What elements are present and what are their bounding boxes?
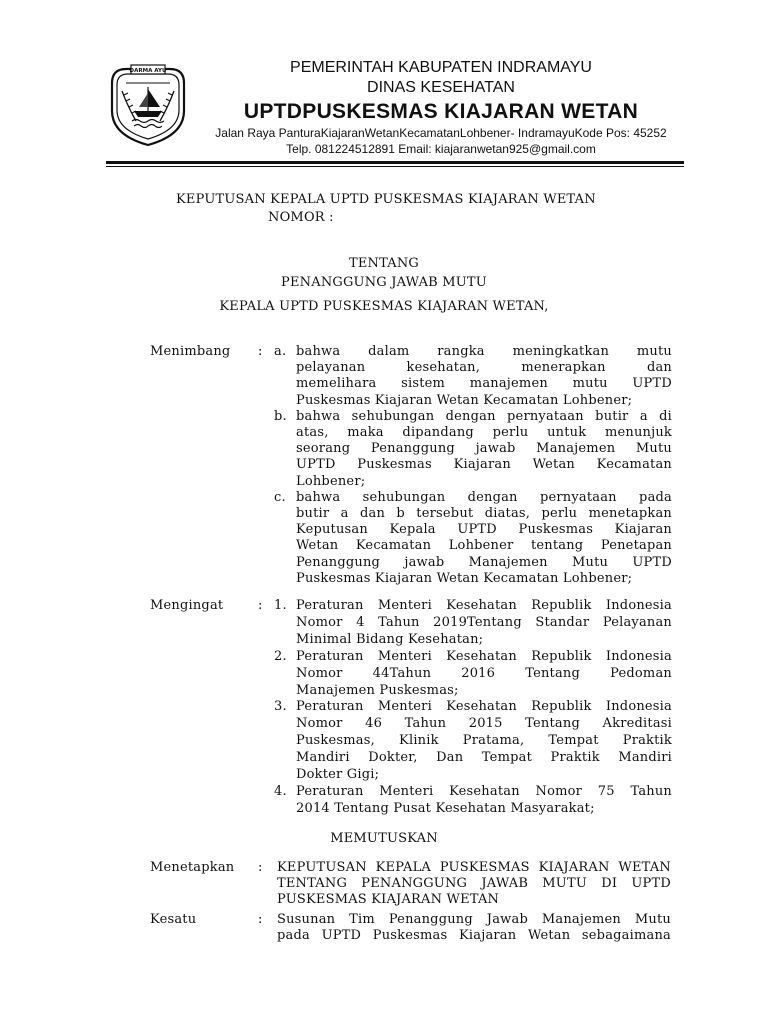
memutuskan-heading: MEMUTUSKAN (330, 831, 438, 846)
menimbang-item-line: butir a dan b tersebut diatas, perlu menetapkan (296, 506, 672, 521)
menimbang-colon: : (258, 344, 263, 359)
menetapkan-text (277, 860, 671, 908)
menimbang-item-line: Wetan Kecamatan Lohbener tentang Penetapan (296, 538, 672, 554)
mengingat-item-line: Manajemen Puskesmas; (296, 682, 459, 698)
mengingat-item-marker: 1. (274, 598, 287, 613)
menetapkan-colon: : (258, 860, 263, 875)
kesatu-text (277, 912, 671, 944)
letterhead-government: PEMERINTAH KABUPATEN INDRAMAYU (290, 59, 592, 76)
decree-tentang: TENTANG (348, 256, 420, 271)
mengingat-item-line: Peraturan Menteri Kesehatan Nomor 75 Tahun (296, 783, 672, 799)
kesatu-line: Susunan Tim Penanggung Jawab Manajemen Mutu (277, 912, 671, 927)
menetapkan-label: Menetapkan (150, 860, 235, 875)
mengingat-item-marker: 4. (274, 783, 287, 799)
mengingat-item-line: Nomor 4 Tahun 2019Tentang Standar Pelayanan (296, 614, 672, 630)
svg-text:DARMA AYU: DARMA AYU (129, 68, 167, 74)
mengingat-item-line: Peraturan Menteri Kesehatan Republik Indonesia (296, 699, 672, 715)
kesatu-label: Kesatu (150, 912, 197, 927)
mengingat-item-line: Minimal Bidang Kesehatan; (296, 631, 484, 647)
letterhead-department: DINAS KESEHATAN (367, 79, 515, 96)
decree-authority: KEPALA UPTD PUSKESMAS KIAJARAN WETAN, (219, 299, 549, 314)
decree-subject: PENANGGUNG JAWAB MUTU (281, 275, 487, 290)
menimbang-item-line: Keputusan Kepala UPTD Puskesmas Kiajaran (296, 522, 672, 538)
mengingat-item-line: 2014 Tentang Pusat Kesehatan Masyarakat; (296, 800, 595, 816)
letterhead-divider-thick (106, 161, 684, 164)
mengingat-item-line: Nomor 44Tahun 2016 Tentang Pedoman (296, 665, 672, 681)
menimbang-item-line: atas, maka dipandang perlu untuk menunjuk (296, 425, 672, 440)
menimbang-label: Menimbang (150, 344, 231, 359)
kesatu-colon: : (258, 912, 263, 927)
menimbang-item-line: Puskesmas Kiajaran Wetan Kecamatan Lohbener; (296, 570, 633, 586)
letterhead-institution: UPTDPUSKESMAS KIAJARAN WETAN (243, 100, 639, 123)
mengingat-item-line: Mandiri Dokter, Dan Tempat Praktik Mandiri (296, 750, 672, 766)
menimbang-item-marker: c. (274, 489, 286, 505)
menimbang-item-line: UPTD Puskesmas Kiajaran Wetan Kecamatan (296, 457, 672, 473)
menetapkan-line: TENTANG PENANGGUNG JAWAB MUTU DI UPTD (277, 876, 671, 891)
menimbang-item-line: Lohbener; (296, 473, 366, 489)
menimbang-item-line: Penanggung jawab Manajemen Mutu UPTD (296, 554, 672, 570)
mengingat-item-line: Dokter Gigi; (296, 767, 380, 782)
mengingat-item-line: Peraturan Menteri Kesehatan Republik Indonesia (296, 648, 672, 664)
menetapkan-line: PUSKESMAS KIAJARAN WETAN (277, 892, 500, 907)
menimbang-item-line: pelayanan kesehatan, menerapkan dan (296, 360, 672, 376)
menimbang-item-line: seorang Penanggung jawab Manajemen Mutu (296, 441, 672, 457)
indramayu-emblem-icon (106, 61, 190, 147)
mengingat-colon: : (258, 598, 263, 613)
mengingat-label: Mengingat (150, 598, 224, 613)
decree-number: NOMOR : (268, 210, 334, 225)
letterhead (196, 58, 686, 157)
mengingat-item-marker: 3. (274, 699, 287, 715)
menimbang-item-line: Puskesmas Kiajaran Wetan Kecamatan Lohbener; (296, 392, 633, 408)
menimbang-item-line: bahwa sehubungan dengan pernyataan butir a di (296, 408, 672, 424)
letterhead-contact: Telp. 081224512891 Email: kiajaranwetan925@gmail.com (286, 142, 596, 156)
menimbang-item-marker: b. (274, 408, 287, 424)
decree-title: KEPUTUSAN KEPALA UPTD PUSKESMAS KIAJARAN WETAN (176, 192, 596, 207)
mengingat-item-line: Peraturan Menteri Kesehatan Republik Indonesia (296, 598, 672, 613)
menimbang-item-line: memelihara sistem manajemen mutu UPTD (296, 376, 672, 392)
menimbang-item-marker: a. (274, 344, 287, 359)
kesatu-line: pada UPTD Puskesmas Kiajaran Wetan sebagaimana (277, 928, 671, 943)
letterhead-divider-thin (106, 166, 684, 167)
menimbang-item-line: bahwa dalam rangka meningkatkan mutu (296, 344, 672, 359)
letterhead-address: Jalan Raya PanturaKiajaranWetanKecamatanLohbener- IndramayuKode Pos: 45252 (215, 126, 667, 140)
mengingat-item-line: Puskesmas, Klinik Pratama, Tempat Praktik (296, 733, 672, 749)
mengingat-item-line: Nomor 46 Tahun 2015 Tentang Akreditasi (296, 716, 672, 732)
menetapkan-line: KEPUTUSAN KEPALA PUSKESMAS KIAJARAN WETAN (277, 860, 671, 875)
mengingat-item-marker: 2. (274, 648, 287, 664)
menimbang-item-line: bahwa sehubungan dengan pernyataan pada (296, 489, 672, 505)
